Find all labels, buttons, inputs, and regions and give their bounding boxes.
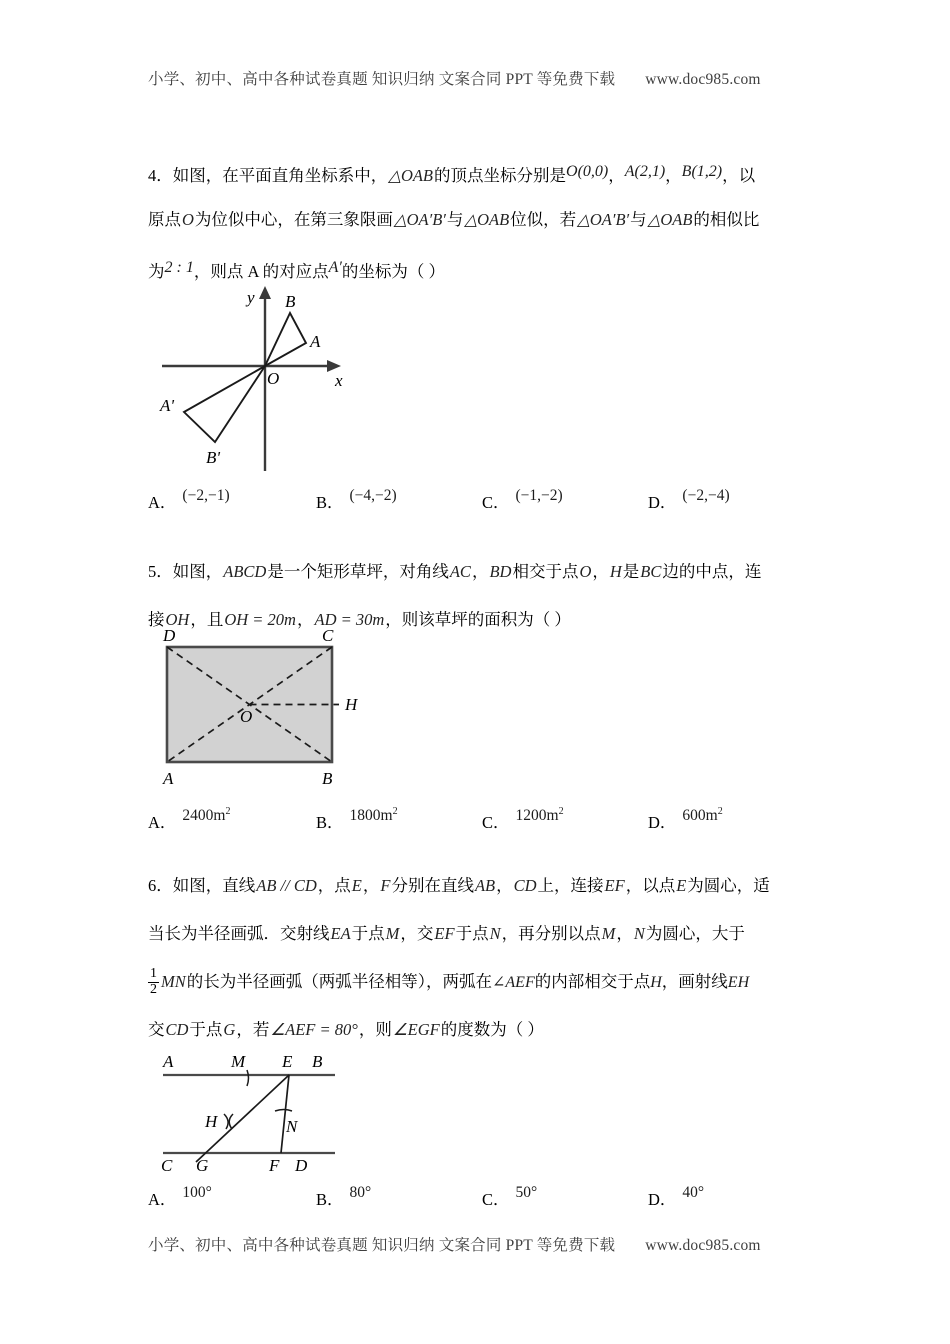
math-inline: MN	[161, 972, 186, 991]
math-inline: H	[609, 562, 622, 581]
math-raised: 2 : 1	[164, 259, 194, 276]
answer-option-label: D．	[648, 1190, 677, 1209]
construction-arc-1	[224, 1114, 228, 1129]
math-inline: EF	[434, 924, 455, 943]
math-raised: A′	[328, 259, 342, 276]
text-run: ，	[616, 924, 633, 943]
text-run: ，且	[190, 610, 224, 629]
text-run: 原点	[148, 210, 181, 229]
answer-option-label: A．	[148, 813, 177, 833]
footer-watermark	[148, 1233, 808, 1255]
answer-option[interactable]	[148, 1184, 212, 1210]
fraction-numerator: 1	[150, 966, 157, 982]
math-inline: △OAB	[647, 210, 693, 229]
answer-option-label: D．	[648, 813, 677, 833]
question-line	[148, 196, 813, 244]
text-run: 上，连接	[537, 876, 604, 895]
math-inline: CD	[513, 876, 537, 895]
text-run: 当长为半径画弧．交射线	[148, 924, 330, 943]
math-inline: △OA′B′	[577, 210, 630, 229]
question-number: 6	[148, 876, 157, 895]
math-inline: EF	[604, 876, 625, 895]
triangle-oa-prime-b-prime	[184, 366, 265, 442]
question-4-figure	[152, 283, 402, 478]
text-run: 于点	[351, 924, 385, 943]
math-inline: M	[385, 924, 400, 943]
math-inline: EA	[330, 924, 351, 943]
math-inline: EH	[727, 974, 750, 991]
text-run: 位似，若	[510, 210, 577, 229]
text-run: 是	[622, 562, 640, 581]
text-run: 分别在直线	[391, 876, 474, 895]
text-run: 于点	[189, 1020, 223, 1039]
answer-option[interactable]	[482, 487, 563, 513]
point-b-prime-label: B'	[206, 448, 221, 467]
math-inline: N	[633, 924, 645, 943]
math-inline: O	[579, 562, 592, 581]
question-6-figure	[155, 1048, 375, 1176]
answer-option[interactable]	[148, 487, 230, 513]
arc-tick-m	[247, 1070, 249, 1086]
math-inline: OH = 20m	[224, 610, 296, 629]
answer-option[interactable]	[482, 1184, 537, 1210]
text-run: 的相似比	[693, 210, 760, 229]
text-run: 为	[148, 262, 165, 281]
vertex-a-label: A	[163, 769, 174, 788]
question-6-text	[148, 862, 813, 1054]
origin-label: O	[267, 369, 280, 388]
label-c: C	[161, 1156, 173, 1175]
answer-option-value: (−4,−2)	[349, 487, 397, 504]
segment-ef	[281, 1075, 289, 1153]
x-axis-label: x	[335, 371, 343, 390]
vertex-b-label: B	[322, 769, 333, 788]
text-run: 与	[446, 210, 464, 229]
text-run: ，画射线	[661, 972, 728, 991]
math-inline: OH	[165, 610, 190, 629]
text-run: ，以点	[625, 876, 676, 895]
math-inline: △OAB	[388, 166, 434, 185]
vertex-d-label: D	[163, 626, 176, 645]
label-a: A	[163, 1052, 174, 1071]
answer-option[interactable]	[648, 1184, 704, 1210]
label-b: B	[312, 1052, 323, 1071]
answer-option-exponent: 2	[225, 806, 231, 817]
math-inline: AD = 30m	[314, 610, 385, 629]
text-run: 的坐标为（ ）	[341, 262, 445, 281]
question-line	[148, 862, 813, 910]
y-axis-label: y	[247, 288, 255, 307]
answer-option[interactable]	[648, 806, 723, 833]
answer-option-label: A．	[148, 493, 177, 512]
question-6-options	[148, 1184, 813, 1218]
label-f: F	[269, 1156, 280, 1175]
rectangle-lawn-svg	[155, 625, 385, 795]
text-run: 接	[148, 610, 165, 629]
text-run: ，	[665, 166, 682, 185]
text-run: ，以	[722, 166, 756, 185]
header-watermark	[148, 67, 808, 89]
math-inline: BC	[640, 562, 662, 581]
text-run: 边的中点，连	[662, 562, 762, 581]
question-line	[148, 548, 813, 596]
construction-arc-2	[229, 1114, 233, 1129]
question-line	[148, 1006, 813, 1054]
question-number: 4	[148, 166, 157, 185]
label-e: E	[282, 1052, 293, 1071]
text-run: ，则点 A 的对应点	[193, 262, 329, 281]
math-inline: ABCD	[223, 562, 267, 581]
question-4-options	[148, 487, 813, 521]
text-run: ，点	[317, 876, 351, 895]
text-run: 为位似中心，在第三象限画	[194, 210, 393, 229]
text-run: 的内部相交于点	[534, 972, 651, 991]
math-raised: O(0,0)	[566, 163, 609, 180]
text-run: 于点	[455, 924, 489, 943]
answer-option[interactable]	[482, 806, 564, 833]
text-run: ．如图，直线	[156, 876, 256, 895]
math-inline: △OAB	[464, 210, 510, 229]
parallel-lines-bisector-svg	[155, 1048, 375, 1176]
text-run: ，再分别以点	[501, 924, 601, 943]
question-5-options	[148, 806, 813, 840]
answer-option-label: B．	[316, 493, 344, 512]
label-d: D	[295, 1156, 308, 1175]
answer-option[interactable]	[648, 487, 730, 513]
math-inline: G	[223, 1020, 236, 1039]
answer-option-label: D．	[648, 493, 677, 512]
text-run: ，则该草坪的面积为（ ）	[385, 610, 571, 629]
math-inline: △OA′B′	[393, 210, 446, 229]
y-axis-arrow	[259, 286, 271, 299]
text-run: 为圆心，适	[687, 876, 770, 895]
answer-option-exponent: 2	[392, 806, 398, 817]
label-g: G	[196, 1156, 209, 1175]
text-run: ，	[362, 876, 380, 895]
text-run: 与	[630, 210, 647, 229]
math-inline: E	[676, 876, 687, 895]
question-5-figure	[155, 625, 385, 795]
arc-tick-n	[275, 1110, 292, 1112]
header-watermark-url: www.doc985.com	[645, 71, 761, 88]
answer-option-value: $2400m^2$	[182, 806, 231, 825]
triangle-oab	[265, 313, 306, 366]
text-run: ，	[592, 562, 609, 581]
answer-option-value: (−2,−1)	[182, 487, 230, 504]
text-run: ．如图，	[156, 562, 223, 581]
answer-option-label: C．	[482, 493, 510, 512]
text-run: 为圆心，大于	[645, 924, 745, 943]
fraction	[148, 967, 159, 997]
math-inline: O	[182, 210, 194, 229]
answer-option[interactable]	[316, 487, 397, 513]
answer-option-value: $1800m^2$	[349, 806, 398, 825]
text-run: ，	[296, 610, 314, 629]
answer-option-label: C．	[482, 1190, 510, 1209]
footer-watermark-text: 小学、初中、高中各种试卷真题 知识归纳 文案合同 PPT 等免费下载	[148, 1237, 616, 1254]
midpoint-h-label: H	[345, 695, 358, 714]
text-run: ．如图，在平面直角坐标系中，	[156, 166, 388, 185]
math-inline: H	[650, 974, 662, 991]
label-m: M	[231, 1052, 246, 1071]
center-o-label: O	[240, 707, 253, 726]
math-inline: CD	[165, 1020, 189, 1039]
text-run: ，若	[236, 1020, 270, 1039]
text-run: ，则	[358, 1020, 392, 1039]
label-n: N	[286, 1117, 298, 1136]
math-inline: AB	[474, 876, 496, 895]
label-h: H	[205, 1112, 218, 1131]
answer-option-value: 50°	[515, 1184, 538, 1201]
vertex-c-label: C	[322, 626, 334, 645]
math-inline: E	[351, 876, 362, 895]
answer-option-label: B．	[316, 813, 344, 833]
question-line	[148, 958, 813, 1006]
answer-option-value: 40°	[682, 1184, 705, 1201]
math-inline: AC	[449, 562, 471, 581]
text-run: ，交	[400, 924, 434, 943]
math-inline: F	[380, 876, 391, 895]
answer-option[interactable]	[148, 806, 230, 833]
text-run: ，	[608, 166, 625, 185]
answer-option-exponent: 2	[717, 806, 723, 817]
question-number: 5	[148, 562, 157, 581]
text-run: 相交于点	[512, 562, 579, 581]
coordinate-similar-triangles-svg	[152, 283, 402, 478]
math-inline: ∠AEF	[492, 974, 535, 991]
question-line	[148, 910, 813, 958]
text-run: ，	[496, 876, 513, 895]
text-run: ，	[471, 562, 489, 581]
answer-option-exponent: 2	[558, 806, 564, 817]
answer-option[interactable]	[316, 1184, 371, 1210]
answer-option-label: A．	[148, 1190, 177, 1209]
answer-option-value: 80°	[349, 1184, 372, 1201]
text-run: 的顶点坐标分别是	[434, 166, 567, 185]
math-inline: M	[601, 924, 616, 943]
answer-option[interactable]	[316, 806, 398, 833]
math-inline: ∠AEF = 80°	[270, 1020, 358, 1039]
math-inline: N	[489, 924, 501, 943]
text-run: 交	[148, 1020, 165, 1039]
answer-option-value: $600m^2$	[682, 806, 723, 825]
math-inline: ∠EGF	[392, 1020, 440, 1039]
fraction-denominator: 2	[150, 982, 157, 997]
question-4-text	[148, 148, 813, 292]
math-raised: B(1,2)	[681, 163, 723, 180]
text-run: 的长为半径画弧（两弧半径相等），两弧在	[186, 972, 492, 991]
footer-watermark-url: www.doc985.com	[645, 1237, 761, 1254]
point-a-prime-label: A'	[160, 396, 175, 415]
math-inline: BD	[489, 562, 512, 581]
answer-option-label: B．	[316, 1190, 344, 1209]
text-run: 是一个矩形草坪，对角线	[267, 562, 449, 581]
math-raised: A(2,1)	[624, 163, 666, 180]
answer-option-value: (−2,−4)	[682, 487, 730, 504]
answer-option-label: C．	[482, 813, 510, 833]
text-run: 的度数为（ ）	[440, 1020, 544, 1039]
answer-option-value: (−1,−2)	[515, 487, 563, 504]
header-watermark-text: 小学、初中、高中各种试卷真题 知识归纳 文案合同 PPT 等免费下载	[148, 71, 616, 88]
math-inline: AB // CD	[256, 876, 317, 895]
question-line	[148, 148, 813, 196]
answer-option-value: $1200m^2$	[515, 806, 564, 825]
point-b-label: B	[285, 292, 296, 311]
point-a-label: A	[310, 332, 321, 351]
answer-option-value: 100°	[182, 1184, 212, 1201]
